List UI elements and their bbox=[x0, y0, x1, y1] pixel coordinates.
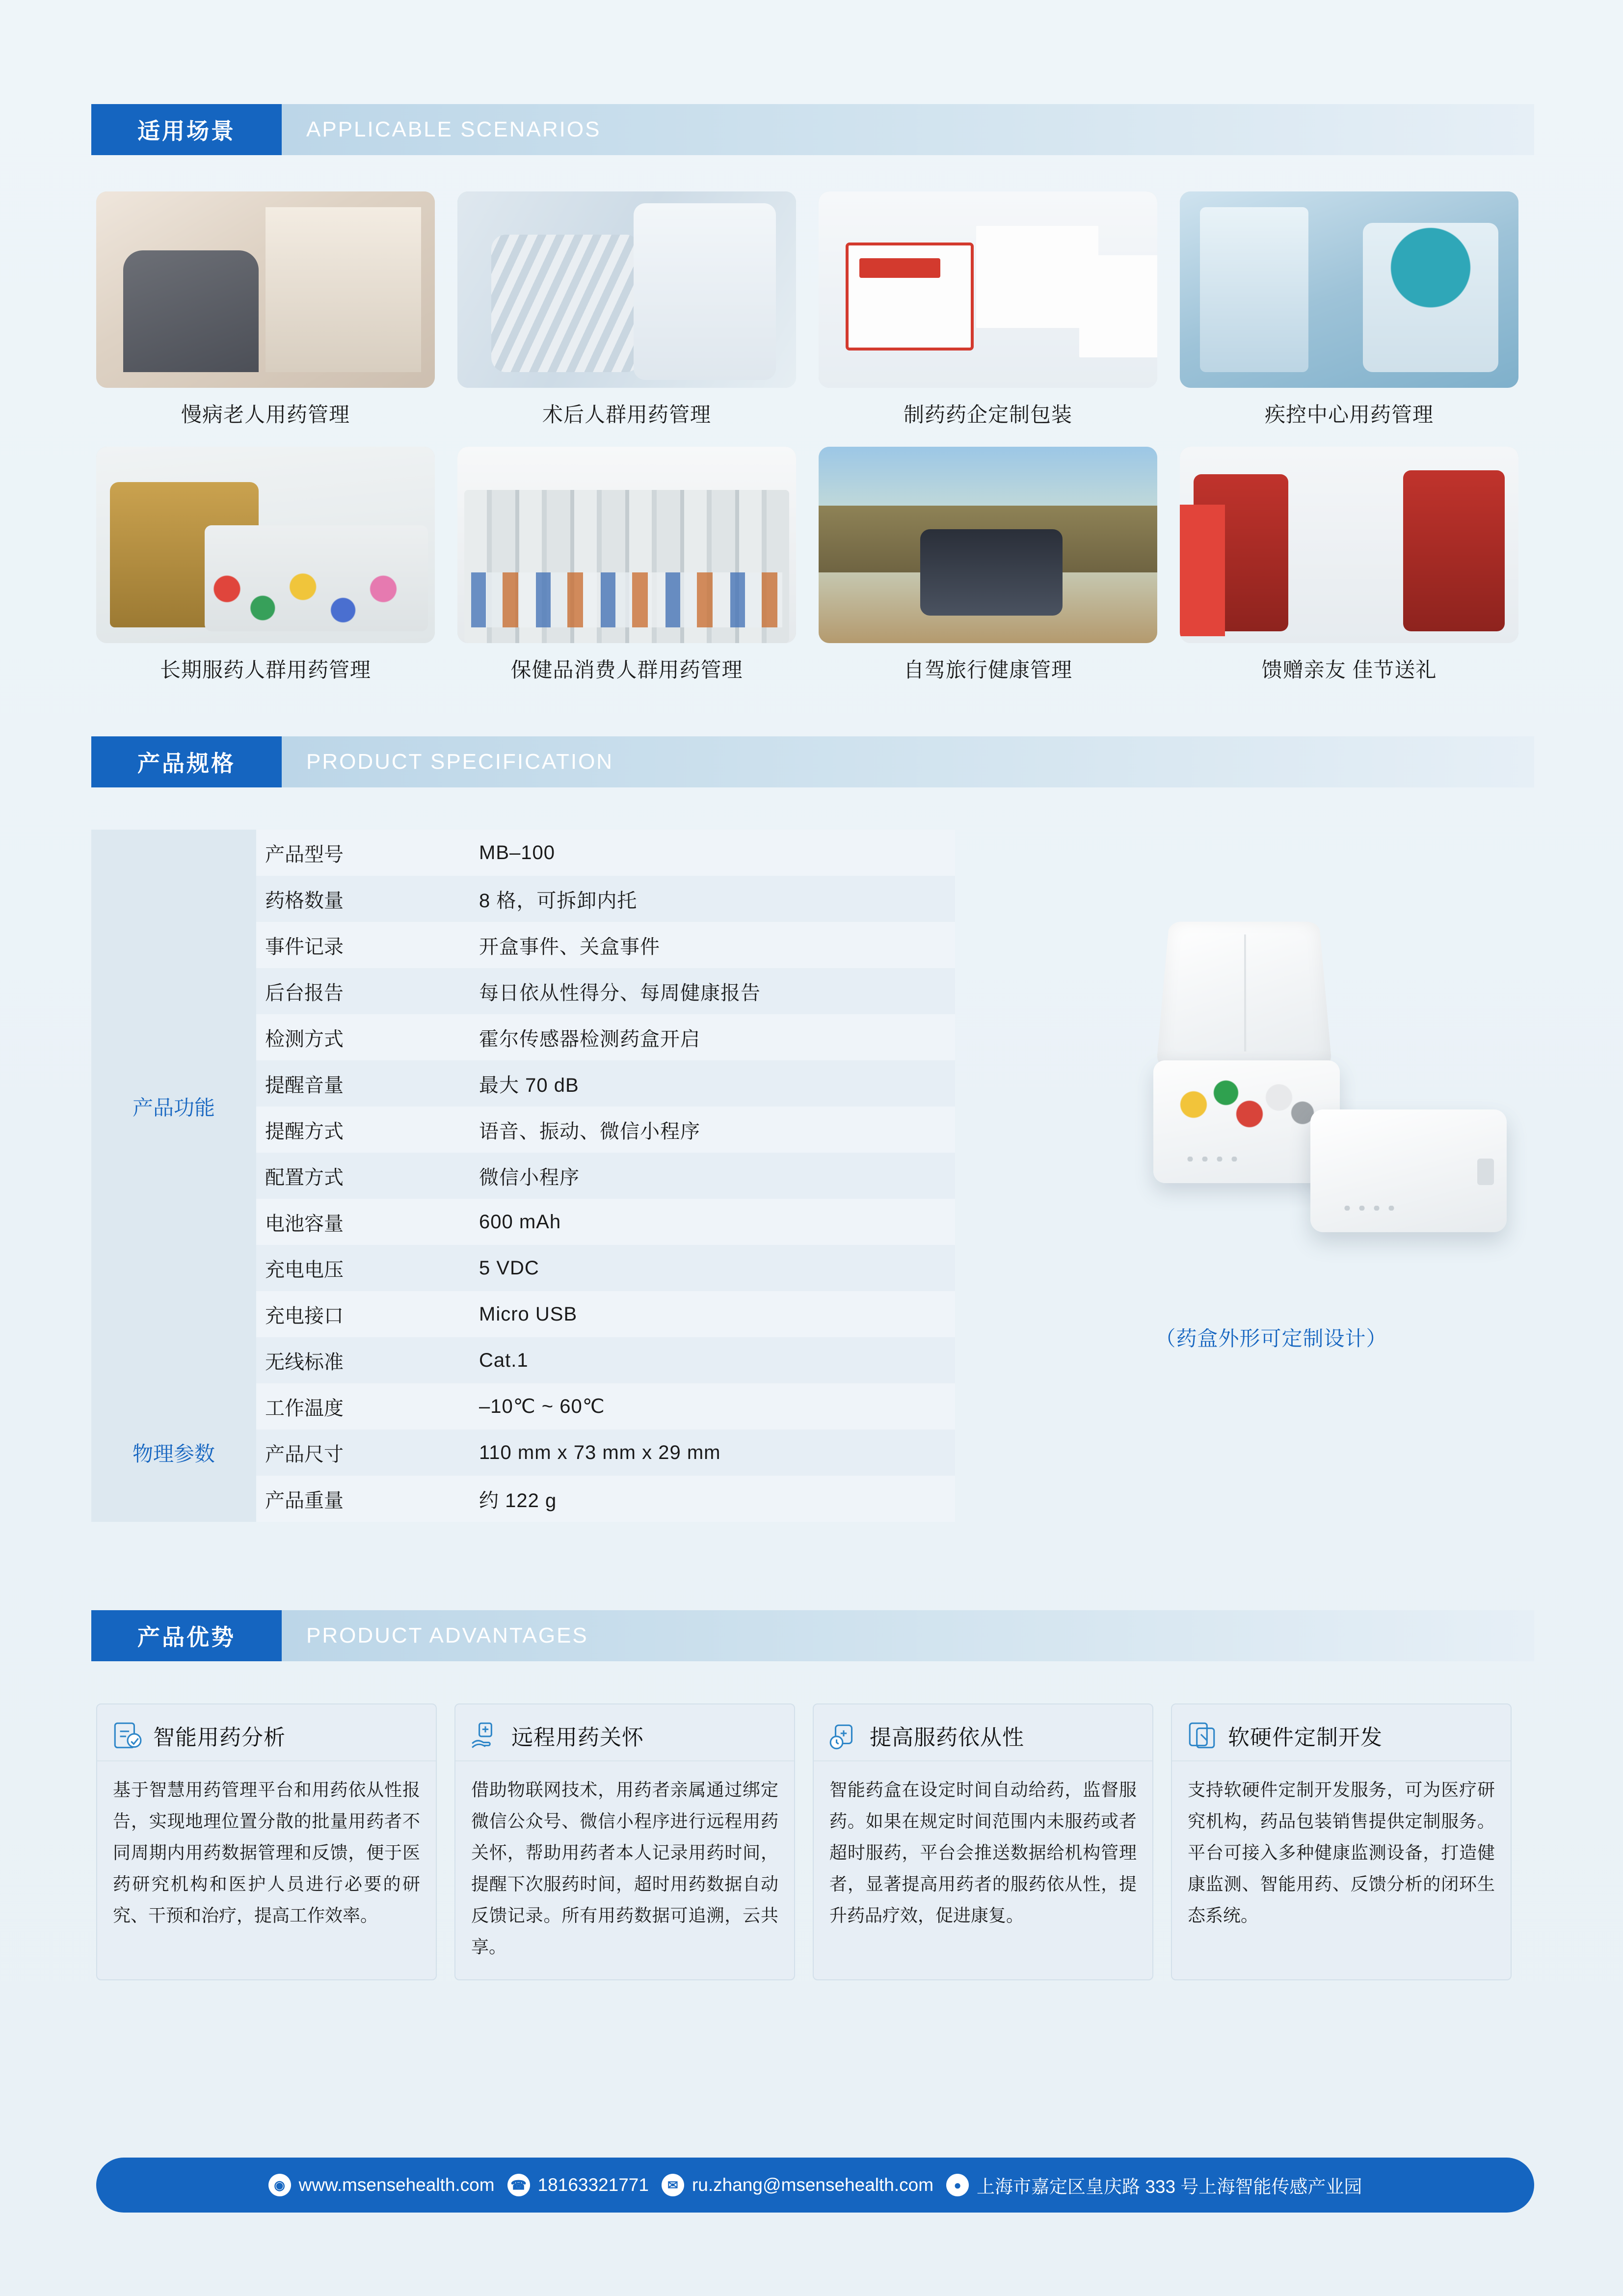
advantages-row bbox=[96, 1703, 1534, 1980]
spec-key: 充电电压 bbox=[256, 1245, 470, 1291]
spec-key: 产品型号 bbox=[256, 830, 470, 876]
scenario-caption: 术后人群用药管理 bbox=[542, 403, 711, 426]
elderly-patient-photo bbox=[96, 191, 435, 388]
spec-key: 提醒音量 bbox=[256, 1060, 470, 1107]
indicator-dots bbox=[1340, 1206, 1399, 1211]
spec-key: 提醒方式 bbox=[256, 1107, 470, 1153]
scenario-caption: 慢病老人用药管理 bbox=[181, 403, 350, 426]
lab-technician-photo bbox=[1180, 191, 1518, 388]
indicator-dots bbox=[1183, 1157, 1242, 1162]
footer-phone-text: 18163321771 bbox=[537, 2175, 649, 2195]
chart-report-icon bbox=[111, 1719, 143, 1752]
scenario-card bbox=[1180, 447, 1518, 683]
spec-value: 开盒事件、关盒事件 bbox=[470, 922, 955, 968]
globe-icon: ◉ bbox=[268, 2174, 291, 2196]
section-title-cn-advantages: 产品优势 bbox=[91, 1610, 282, 1661]
spec-value: 微信小程序 bbox=[470, 1153, 955, 1199]
pill-clock-icon bbox=[827, 1719, 860, 1752]
footer-phone[interactable] bbox=[507, 2174, 649, 2196]
spec-table-wrap bbox=[91, 830, 955, 1522]
footer-address-text: 上海市嘉定区皇庆路 333 号上海智能传感产业园 bbox=[977, 2177, 1362, 2197]
spec-category-physical: 物理参数 bbox=[91, 1383, 256, 1522]
scenario-card bbox=[1180, 191, 1518, 428]
spec-key: 充电接口 bbox=[256, 1291, 470, 1337]
pills-in-tray bbox=[1173, 1075, 1320, 1134]
pills-bottles-photo bbox=[96, 447, 435, 643]
advantage-title: 远程用药关怀 bbox=[511, 1726, 644, 1750]
spec-key: 电池容量 bbox=[256, 1199, 470, 1245]
spec-value: MB–100 bbox=[470, 830, 955, 876]
footer-email[interactable] bbox=[662, 2174, 933, 2196]
scenario-card bbox=[457, 447, 796, 683]
spec-key: 配置方式 bbox=[256, 1153, 470, 1199]
footer-website-text: www.msensehealth.com bbox=[298, 2175, 495, 2195]
section-title-cn-spec: 产品规格 bbox=[91, 736, 282, 787]
scenario-card bbox=[457, 191, 796, 428]
spec-value: 语音、振动、微信小程序 bbox=[470, 1107, 955, 1153]
gift-giving-photo bbox=[1180, 447, 1518, 643]
spec-key: 无线标准 bbox=[256, 1337, 470, 1383]
section-title-cn-scenarios: 适用场景 bbox=[91, 104, 282, 155]
spec-value: –10℃ ~ 60℃ bbox=[470, 1383, 955, 1430]
scenario-caption: 保健品消费人群用药管理 bbox=[510, 658, 743, 681]
spec-value: 5 VDC bbox=[470, 1245, 955, 1291]
medicine-boxes-photo bbox=[819, 191, 1157, 388]
footer-contact-bar bbox=[96, 2158, 1534, 2213]
spec-key: 事件记录 bbox=[256, 922, 470, 968]
spec-key: 产品尺寸 bbox=[256, 1430, 470, 1476]
spec-key: 药格数量 bbox=[256, 876, 470, 922]
section-header-advantages bbox=[91, 1610, 1534, 1661]
footer-website[interactable] bbox=[268, 2174, 495, 2196]
scenario-card bbox=[96, 191, 435, 428]
advantage-text: 借助物联网技术，用药者亲属通过绑定微信公众号、微信小程序进行远程用药关怀，帮助用药者本人记录用药时间，提醒下次服药时间，超时用药数据自动反馈记录。所有用药数据可追溯，云共享。 bbox=[471, 1780, 778, 1957]
spec-table bbox=[91, 830, 955, 1522]
pillbox-lid bbox=[1156, 922, 1332, 1069]
advantage-text: 智能药盒在设定时间自动给药，监督服药。如果在规定时间范围内未服药或者超时服药，平台会推送数据给机构管理者，显著提高用药者的服药依从性，提升药品疗效，促进康复。 bbox=[829, 1780, 1137, 1926]
section-title-en-advantages: PRODUCT ADVANTAGES bbox=[282, 1610, 1534, 1661]
road-trip-car-photo bbox=[819, 447, 1157, 643]
advantage-header bbox=[455, 1704, 794, 1761]
table-row bbox=[91, 1383, 955, 1430]
spec-value: 600 mAh bbox=[470, 1199, 955, 1245]
section-header-scenarios bbox=[91, 104, 1534, 155]
pillbox-product-photo bbox=[1016, 898, 1526, 1311]
spec-value: 最大 70 dB bbox=[470, 1060, 955, 1107]
footer-address bbox=[946, 2172, 1362, 2198]
scenario-card bbox=[96, 447, 435, 683]
advantage-card-remote-care bbox=[454, 1703, 795, 1980]
footer-email-text: ru.zhang@msensehealth.com bbox=[692, 2175, 934, 2195]
scenario-card bbox=[819, 191, 1157, 428]
advantage-header bbox=[97, 1704, 436, 1761]
spec-value: 约 122 g bbox=[470, 1476, 955, 1522]
advantage-header bbox=[1172, 1704, 1511, 1761]
scenario-caption: 制药药企定制包装 bbox=[903, 403, 1072, 426]
scenario-caption: 疾控中心用药管理 bbox=[1264, 403, 1434, 426]
advantage-text: 支持软硬件定制开发服务，可为医疗研究机构，药品包装销售提供定制服务。平台可接入多种健康监测设备，打造健康监测、智能用药、反馈分析的闭环生态系统。 bbox=[1188, 1780, 1495, 1926]
product-caption: （药盒外形可定制设计） bbox=[1155, 1327, 1387, 1350]
spec-key: 产品重量 bbox=[256, 1476, 470, 1522]
scenario-caption: 自驾旅行健康管理 bbox=[903, 658, 1072, 681]
spec-value: 8 格，可拆卸内托 bbox=[470, 876, 955, 922]
spec-key: 检测方式 bbox=[256, 1014, 470, 1060]
scenario-caption: 长期服药人群用药管理 bbox=[160, 658, 371, 681]
table-row bbox=[91, 830, 955, 876]
advantage-card-customization bbox=[1171, 1703, 1512, 1980]
advantage-text: 基于智慧用药管理平台和用药依从性报告，实现地理位置分散的批量用药者不同周期内用药数据管理和反馈，便于医药研究机构和医护人员进行必要的研究、干预和治疗，提高工作效率。 bbox=[113, 1780, 420, 1926]
advantage-card-analysis bbox=[96, 1703, 437, 1980]
customization-icon bbox=[1186, 1719, 1218, 1752]
mail-icon: ✉ bbox=[662, 2174, 684, 2196]
spec-key: 工作温度 bbox=[256, 1383, 470, 1430]
product-image-area bbox=[1016, 898, 1526, 1352]
section-title-en-spec: PRODUCT SPECIFICATION bbox=[282, 736, 1534, 787]
scenario-grid bbox=[96, 191, 1534, 683]
section-header-spec bbox=[91, 736, 1534, 787]
hand-care-icon bbox=[469, 1719, 502, 1752]
phone-icon: ☎ bbox=[507, 2174, 530, 2196]
spec-value: 110 mm x 73 mm x 29 mm bbox=[470, 1430, 955, 1476]
advantage-title: 提高服药依从性 bbox=[870, 1726, 1024, 1750]
advantage-card-adherence bbox=[813, 1703, 1153, 1980]
spec-category-function: 产品功能 bbox=[91, 830, 256, 1383]
spec-value: 每日依从性得分、每周健康报告 bbox=[470, 968, 955, 1014]
spec-value: 霍尔传感器检测药盒开启 bbox=[470, 1014, 955, 1060]
pillbox-closed bbox=[1310, 1109, 1507, 1232]
location-pin-icon: ● bbox=[946, 2174, 969, 2196]
supplement-shelf-photo bbox=[457, 447, 796, 643]
section-title-en-scenarios: APPLICABLE SCENARIOS bbox=[282, 104, 1534, 155]
scenario-card bbox=[819, 447, 1157, 683]
scenario-caption: 馈赠亲友 佳节送礼 bbox=[1261, 658, 1437, 681]
advantage-header bbox=[814, 1704, 1152, 1761]
spec-value: Micro USB bbox=[470, 1291, 955, 1337]
advantage-title: 智能用药分析 bbox=[153, 1726, 286, 1750]
spec-value: Cat.1 bbox=[470, 1337, 955, 1383]
spec-key: 后台报告 bbox=[256, 968, 470, 1014]
advantage-title: 软硬件定制开发 bbox=[1228, 1726, 1383, 1750]
post-surgery-patient-photo bbox=[457, 191, 796, 388]
